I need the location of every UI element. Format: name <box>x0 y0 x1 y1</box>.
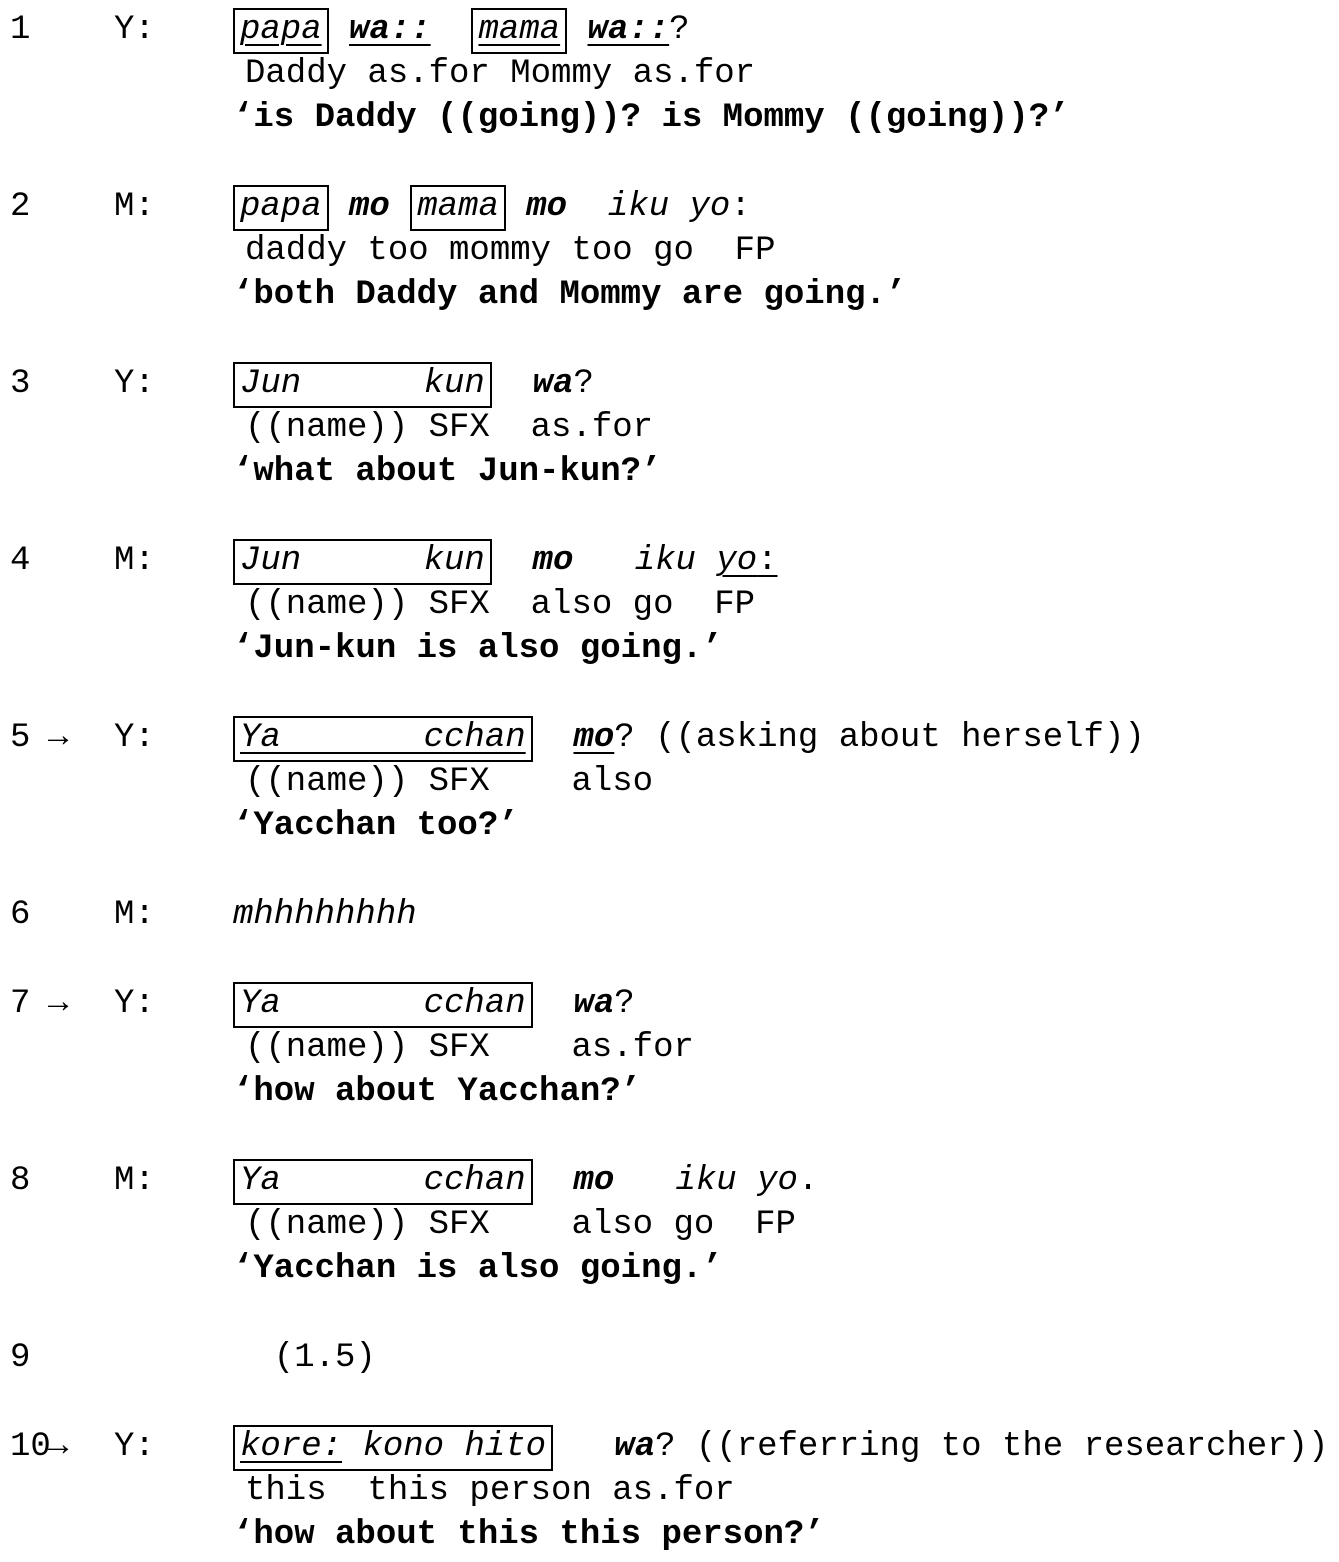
utterance-segment <box>533 985 574 1023</box>
utterance-part: Jun kun <box>240 542 485 580</box>
utterance-part <box>492 365 533 403</box>
utterance-part: mo <box>526 188 568 226</box>
utterance-part: . <box>797 1162 819 1200</box>
boxed-phrase <box>233 539 492 585</box>
utterance-part <box>553 1428 614 1466</box>
utterance-segment <box>431 11 472 49</box>
spacer <box>48 1026 106 1070</box>
boxed-phrase <box>233 716 533 762</box>
utterance-part: : <box>730 188 751 226</box>
line-group <box>0 716 1339 848</box>
spacer <box>0 1513 48 1557</box>
spacer <box>106 273 233 317</box>
gloss-text: ((name)) SFX as.for <box>245 1029 694 1067</box>
utterance-row <box>0 8 1339 52</box>
spacer <box>106 760 233 804</box>
line-group <box>0 893 1339 937</box>
utterance-part: iku <box>634 542 717 580</box>
spacer <box>106 1247 233 1291</box>
utterance-part: mo <box>573 719 615 757</box>
utterance-segment <box>567 188 751 226</box>
utterance-text <box>233 716 1339 760</box>
spacer <box>0 273 48 317</box>
utterance-text <box>233 8 1339 52</box>
utterance-segment <box>573 985 634 1023</box>
gloss-row <box>0 1469 1339 1513</box>
utterance-part: mo <box>349 188 390 226</box>
utterance-segment <box>492 365 533 403</box>
line-number: 6 <box>10 896 31 934</box>
utterance-segment <box>233 896 417 934</box>
translation-text: ‘how about this this person?’ <box>233 1516 825 1554</box>
utterance-part <box>533 985 574 1023</box>
utterance-segment <box>567 11 587 49</box>
utterance-part: yo <box>716 542 758 580</box>
spacer <box>48 96 106 140</box>
utterance-part: kore: <box>240 1428 343 1466</box>
boxed-phrase <box>233 8 329 54</box>
spacer <box>48 1469 106 1513</box>
gloss-text: ((name)) SFX also go FP <box>245 1206 796 1244</box>
utterance-part: mama <box>417 188 499 226</box>
spacer <box>48 406 106 450</box>
utterance-text <box>233 982 1339 1026</box>
spacer <box>106 1203 233 1247</box>
translation-text: ‘both Daddy and Mommy are going.’ <box>233 276 907 314</box>
boxed-phrase <box>471 8 567 54</box>
spacer <box>106 1070 233 1114</box>
line-number: 5 <box>10 719 31 757</box>
utterance-text <box>233 185 1339 229</box>
spacer <box>48 760 106 804</box>
translation-text: ‘Yacchan is also going.’ <box>233 1250 723 1288</box>
spacer <box>48 1070 106 1114</box>
utterance-part: ? <box>669 11 690 49</box>
gloss-row <box>0 406 1339 450</box>
utterance-text <box>233 893 1339 937</box>
utterance-segment <box>526 188 567 226</box>
translation-row <box>0 1070 1339 1114</box>
translation-row <box>0 1513 1339 1557</box>
utterance-segment <box>553 1428 614 1466</box>
translation-text: ‘what about Jun-kun?’ <box>233 453 662 491</box>
translation-text: ‘Jun-kun is also going.’ <box>233 630 723 668</box>
utterance-part <box>329 11 349 49</box>
speaker-label: M: <box>114 896 155 934</box>
spacer <box>0 1026 48 1070</box>
arrow-spacer <box>48 1159 106 1203</box>
utterance-part <box>431 11 472 49</box>
utterance-part: wa:: <box>349 11 431 49</box>
translation-row <box>0 96 1339 140</box>
utterance-part <box>329 188 349 226</box>
utterance-row <box>0 982 1339 1026</box>
line-number: 2 <box>10 188 31 226</box>
utterance-row <box>0 1336 1339 1380</box>
speaker-label: Y: <box>114 1428 155 1466</box>
translation-row <box>0 450 1339 494</box>
utterance-text <box>233 362 1339 406</box>
spacer <box>48 229 106 273</box>
line-group <box>0 982 1339 1114</box>
translation-text: ‘Yacchan too?’ <box>233 807 519 845</box>
line-group <box>0 8 1339 140</box>
line-group <box>0 539 1339 671</box>
utterance-segment <box>329 11 349 49</box>
spacer <box>106 96 233 140</box>
utterance-part <box>567 188 608 226</box>
utterance-part <box>390 188 410 226</box>
spacer <box>0 1469 48 1513</box>
utterance-part: ? ((referring to the researcher)) <box>655 1428 1329 1466</box>
utterance-text <box>233 539 1339 583</box>
utterance-segment <box>349 188 390 226</box>
utterance-segment <box>533 542 574 580</box>
translation-row <box>0 273 1339 317</box>
utterance-segment <box>506 188 526 226</box>
translation-row <box>0 804 1339 848</box>
speaker-label: M: <box>114 188 155 226</box>
spacer <box>48 627 106 671</box>
utterance-part <box>573 542 634 580</box>
spacer <box>48 583 106 627</box>
utterance-segment <box>573 719 1144 757</box>
utterance-part: papa <box>240 188 322 226</box>
spacer <box>0 96 48 140</box>
utterance-part: ? <box>573 365 594 403</box>
arrow-spacer <box>48 8 106 52</box>
utterance-part: mo <box>532 542 574 580</box>
line-group <box>0 1159 1339 1291</box>
utterance-part: : <box>757 542 778 580</box>
speaker-label <box>106 1336 233 1380</box>
spacer <box>48 52 106 96</box>
arrow-spacer <box>48 893 106 937</box>
gloss-row <box>0 1203 1339 1247</box>
utterance-part: mhhhhhhhh <box>233 896 417 934</box>
translation-row <box>0 1247 1339 1291</box>
spacer <box>0 229 48 273</box>
utterance-part: Ya cchan <box>240 1162 526 1200</box>
line-number: 8 <box>10 1162 31 1200</box>
utterance-part: Ya cchan <box>240 719 526 757</box>
utterance-row <box>0 1425 1339 1469</box>
utterance-part <box>506 188 526 226</box>
line-number: 7 <box>10 985 31 1023</box>
spacer <box>0 760 48 804</box>
spacer <box>106 1469 233 1513</box>
translation-row <box>0 627 1339 671</box>
gloss-row <box>0 583 1339 627</box>
boxed-phrase <box>233 1159 533 1205</box>
spacer <box>106 804 233 848</box>
utterance-text <box>233 1159 1339 1203</box>
spacer <box>106 1513 233 1557</box>
gloss-text: ((name)) SFX also go FP <box>245 586 756 624</box>
utterance-segment <box>390 188 410 226</box>
utterance-segment <box>588 11 690 49</box>
speaker-label: M: <box>114 1162 155 1200</box>
utterance-part <box>533 1162 574 1200</box>
utterance-part <box>492 542 533 580</box>
boxed-phrase <box>233 362 492 408</box>
utterance-part: iku yo <box>675 1162 798 1200</box>
boxed-phrase <box>233 1425 553 1471</box>
spacer <box>0 52 48 96</box>
utterance-segment <box>573 1162 614 1200</box>
gloss-row <box>0 1026 1339 1070</box>
line-group <box>0 185 1339 317</box>
utterance-part: kono hito <box>362 1428 547 1466</box>
arrow-icon: → <box>48 719 69 757</box>
gloss-row <box>0 760 1339 804</box>
utterance-part: mo <box>573 1162 615 1200</box>
boxed-phrase <box>410 185 506 231</box>
utterance-segment <box>533 1162 574 1200</box>
utterance-row <box>0 362 1339 406</box>
spacer <box>48 450 106 494</box>
arrow-spacer <box>48 185 106 229</box>
utterance-text <box>233 1336 1339 1380</box>
line-group <box>0 1336 1339 1380</box>
utterance-segment <box>533 365 594 403</box>
gloss-text: ((name)) SFX as.for <box>245 409 654 447</box>
utterance-part: papa <box>240 11 322 49</box>
boxed-phrase <box>233 185 329 231</box>
utterance-segment <box>533 719 574 757</box>
gloss-text: this this person as.for <box>245 1472 735 1510</box>
spacer <box>106 229 233 273</box>
spacer <box>0 1203 48 1247</box>
utterance-row <box>0 716 1339 760</box>
utterance-segment <box>349 11 431 49</box>
utterance-text <box>233 1425 1339 1469</box>
translation-text: ‘is Daddy ((going))? is Mommy ((going))?’ <box>233 99 1070 137</box>
line-number: 4 <box>10 542 31 580</box>
utterance-part: (1.5) <box>233 1339 376 1377</box>
spacer <box>106 627 233 671</box>
spacer <box>106 1026 233 1070</box>
spacer <box>48 1513 106 1557</box>
utterance-part: wa <box>614 1428 656 1466</box>
spacer <box>0 450 48 494</box>
spacer <box>48 273 106 317</box>
gloss-row <box>0 229 1339 273</box>
speaker-label: Y: <box>114 11 155 49</box>
utterance-part: wa <box>573 985 615 1023</box>
spacer <box>48 804 106 848</box>
utterance-part: Ya cchan <box>240 985 526 1023</box>
spacer <box>0 1247 48 1291</box>
gloss-text: daddy too mommy too go FP <box>245 232 776 270</box>
spacer <box>0 406 48 450</box>
spacer <box>106 52 233 96</box>
utterance-part: wa:: <box>587 11 670 49</box>
gloss-text: ((name)) SFX also <box>245 763 654 801</box>
spacer <box>0 1070 48 1114</box>
line-number: 3 <box>10 365 31 403</box>
utterance-part <box>567 11 587 49</box>
spacer <box>0 583 48 627</box>
speaker-label: Y: <box>114 985 155 1023</box>
line-number: 1 <box>10 11 31 49</box>
boxed-phrase <box>233 982 533 1028</box>
utterance-part: Jun kun <box>240 365 485 403</box>
spacer <box>106 450 233 494</box>
arrow-spacer <box>48 362 106 406</box>
utterance-segment <box>329 188 349 226</box>
utterance-row <box>0 1159 1339 1203</box>
utterance-part: iku yo <box>607 188 731 226</box>
utterance-part <box>533 719 574 757</box>
gloss-text: Daddy as.for Mommy as.for <box>245 55 756 93</box>
translation-text: ‘how about Yacchan?’ <box>233 1073 642 1111</box>
line-group <box>0 1425 1339 1557</box>
utterance-segment <box>614 1162 818 1200</box>
utterance-segment <box>614 1428 1328 1466</box>
utterance-row <box>0 893 1339 937</box>
utterance-part: ? ((asking about herself)) <box>614 719 1145 757</box>
line-number: 10 <box>10 1428 51 1466</box>
spacer <box>48 1247 106 1291</box>
line-number: 9 <box>10 1339 31 1377</box>
utterance-row <box>0 185 1339 229</box>
utterance-segment <box>573 542 777 580</box>
utterance-part: mama <box>478 11 561 49</box>
speaker-label: Y: <box>114 365 155 403</box>
gloss-row <box>0 52 1339 96</box>
utterance-part <box>614 1162 675 1200</box>
utterance-part: ? <box>614 985 635 1023</box>
utterance-row <box>0 539 1339 583</box>
spacer <box>0 804 48 848</box>
utterance-part: wa <box>532 365 574 403</box>
spacer <box>106 406 233 450</box>
arrow-icon: → <box>48 1428 69 1466</box>
utterance-part <box>342 1428 362 1466</box>
speaker-label: M: <box>114 542 155 580</box>
utterance-segment <box>492 542 533 580</box>
arrow-icon: → <box>48 985 69 1023</box>
spacer <box>0 627 48 671</box>
utterance-segment <box>233 1339 376 1377</box>
arrow-spacer <box>48 1336 106 1380</box>
speaker-label: Y: <box>114 719 155 757</box>
spacer <box>106 583 233 627</box>
arrow-spacer <box>48 539 106 583</box>
line-group <box>0 362 1339 494</box>
spacer <box>48 1203 106 1247</box>
